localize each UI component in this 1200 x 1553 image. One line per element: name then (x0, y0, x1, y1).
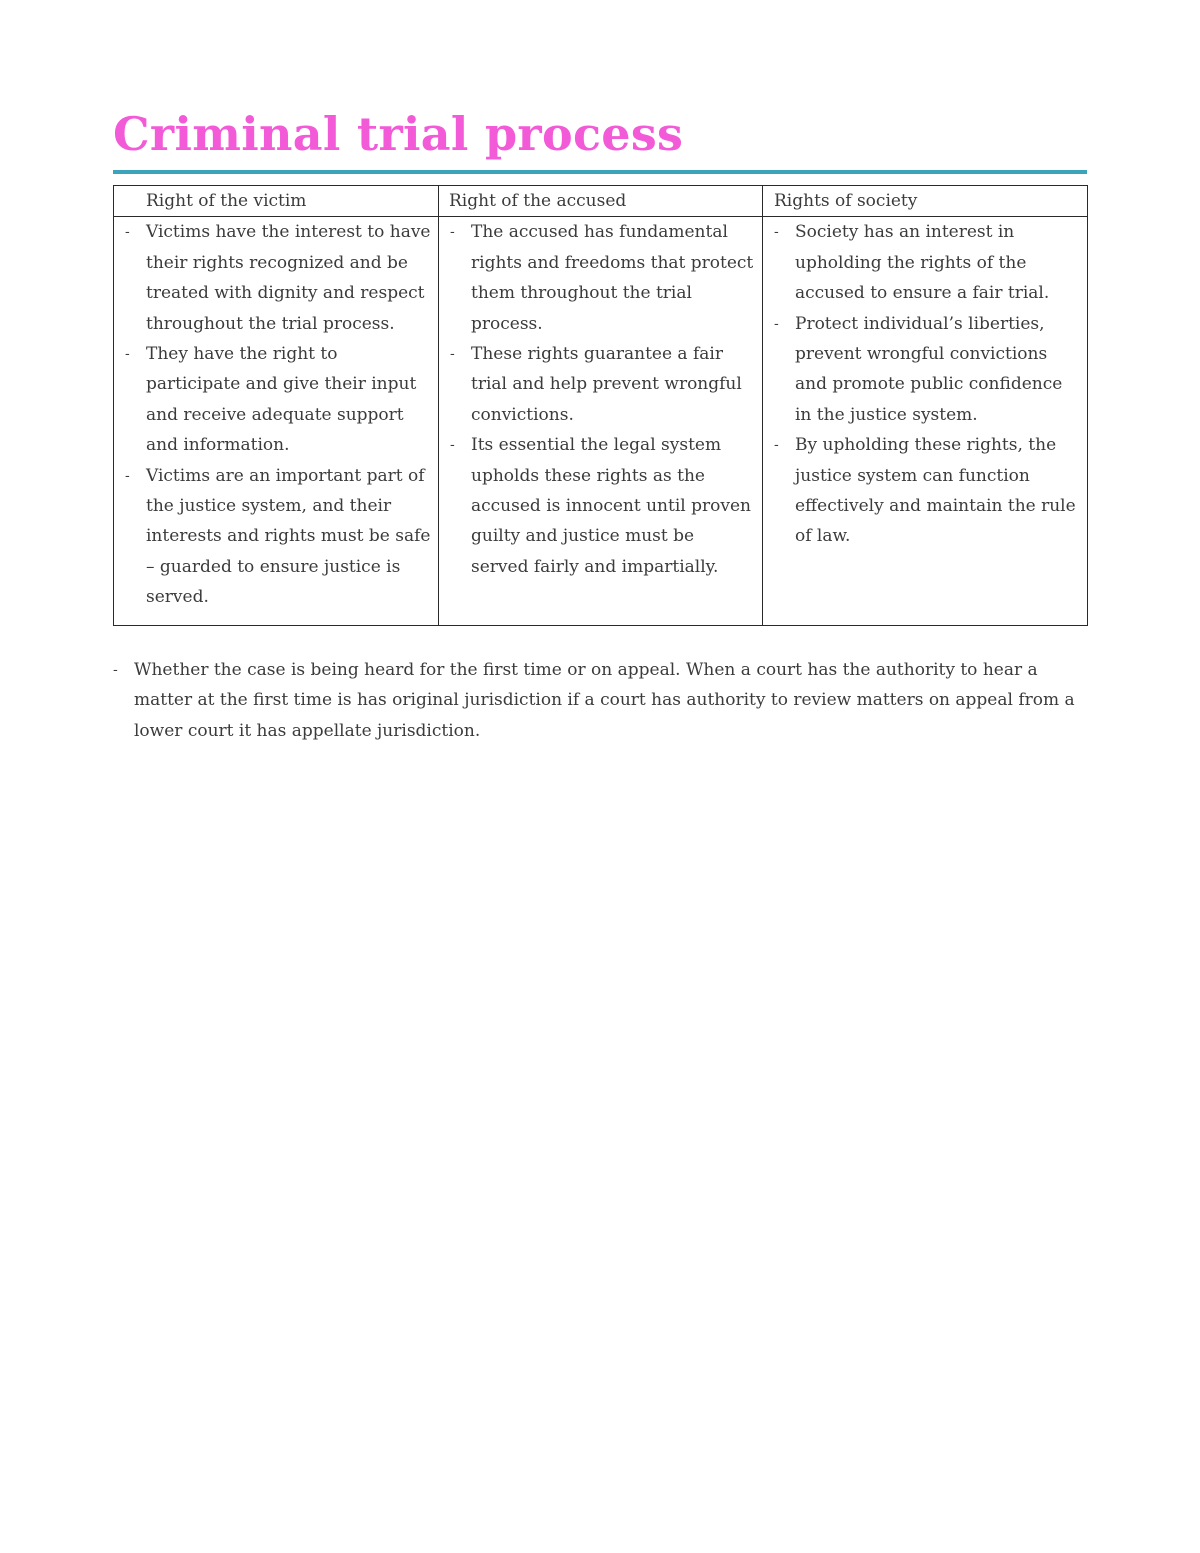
list-item: - Victims are an important part of the justice system, and their interests and rights must be safe – guarded to ensure justice is served. (114, 461, 432, 613)
list-item: - Its essential the legal system upholds these rights as the accused is innocent until proven guilty and justice must be served fairly and impartially. (439, 430, 756, 582)
bullet-dash: - (450, 437, 455, 454)
rights-table (113, 185, 1088, 626)
bullet-dash: - (125, 346, 130, 363)
victim-cell (114, 217, 439, 625)
table-header-row (114, 186, 1088, 217)
list-item: - They have the right to participate and give their input and receive adequate support and information. (114, 339, 432, 461)
bullet-dash: - (774, 437, 779, 454)
page-title: Criminal trial process (113, 107, 684, 161)
society-bullet-list (763, 217, 1081, 551)
list-item: - Victims have the interest to have their rights recognized and be treated with dignity and respect throughout the trial process. (114, 217, 432, 339)
victim-bullet-list (114, 217, 432, 612)
table-row (114, 217, 1088, 625)
bullet-dash: - (450, 346, 455, 363)
bullet-dash: - (125, 224, 130, 241)
header-accused: Right of the accused (439, 186, 763, 217)
list-item: - These rights guarantee a fair trial and help prevent wrongful convictions. (439, 339, 756, 430)
accused-bullet-list (439, 217, 756, 582)
bullet-dash: - (125, 467, 130, 484)
jurisdiction-note-list (113, 655, 1091, 746)
list-item: - The accused has fundamental rights and freedoms that protect them throughout the trial process. (439, 217, 756, 339)
bullet-dash: - (450, 224, 455, 241)
header-society: Rights of society (763, 186, 1088, 217)
list-item: - Society has an interest in upholding the rights of the accused to ensure a fair trial. (763, 217, 1081, 308)
accused-cell (439, 217, 763, 625)
list-item: - By upholding these rights, the justice system can function effectively and maintain the rule of law. (763, 430, 1081, 552)
bullet-dash: - (774, 315, 779, 332)
bullet-dash: - (774, 224, 779, 241)
society-cell (763, 217, 1088, 625)
header-victim: Right of the victim (114, 186, 439, 217)
bullet-dash: - (113, 662, 118, 678)
list-item: - Protect individual’s liberties, prevent wrongful convictions and promote public confidence in the justice system. (763, 309, 1081, 431)
title-underline-rule (113, 170, 1087, 174)
jurisdiction-note: - Whether the case is being heard for the first time or on appeal. When a court has the authority to hear a matter at the first time is has original jurisdiction if a court has authority to review matters on appeal from a lower court it has appellate jurisdiction. (113, 655, 1091, 746)
